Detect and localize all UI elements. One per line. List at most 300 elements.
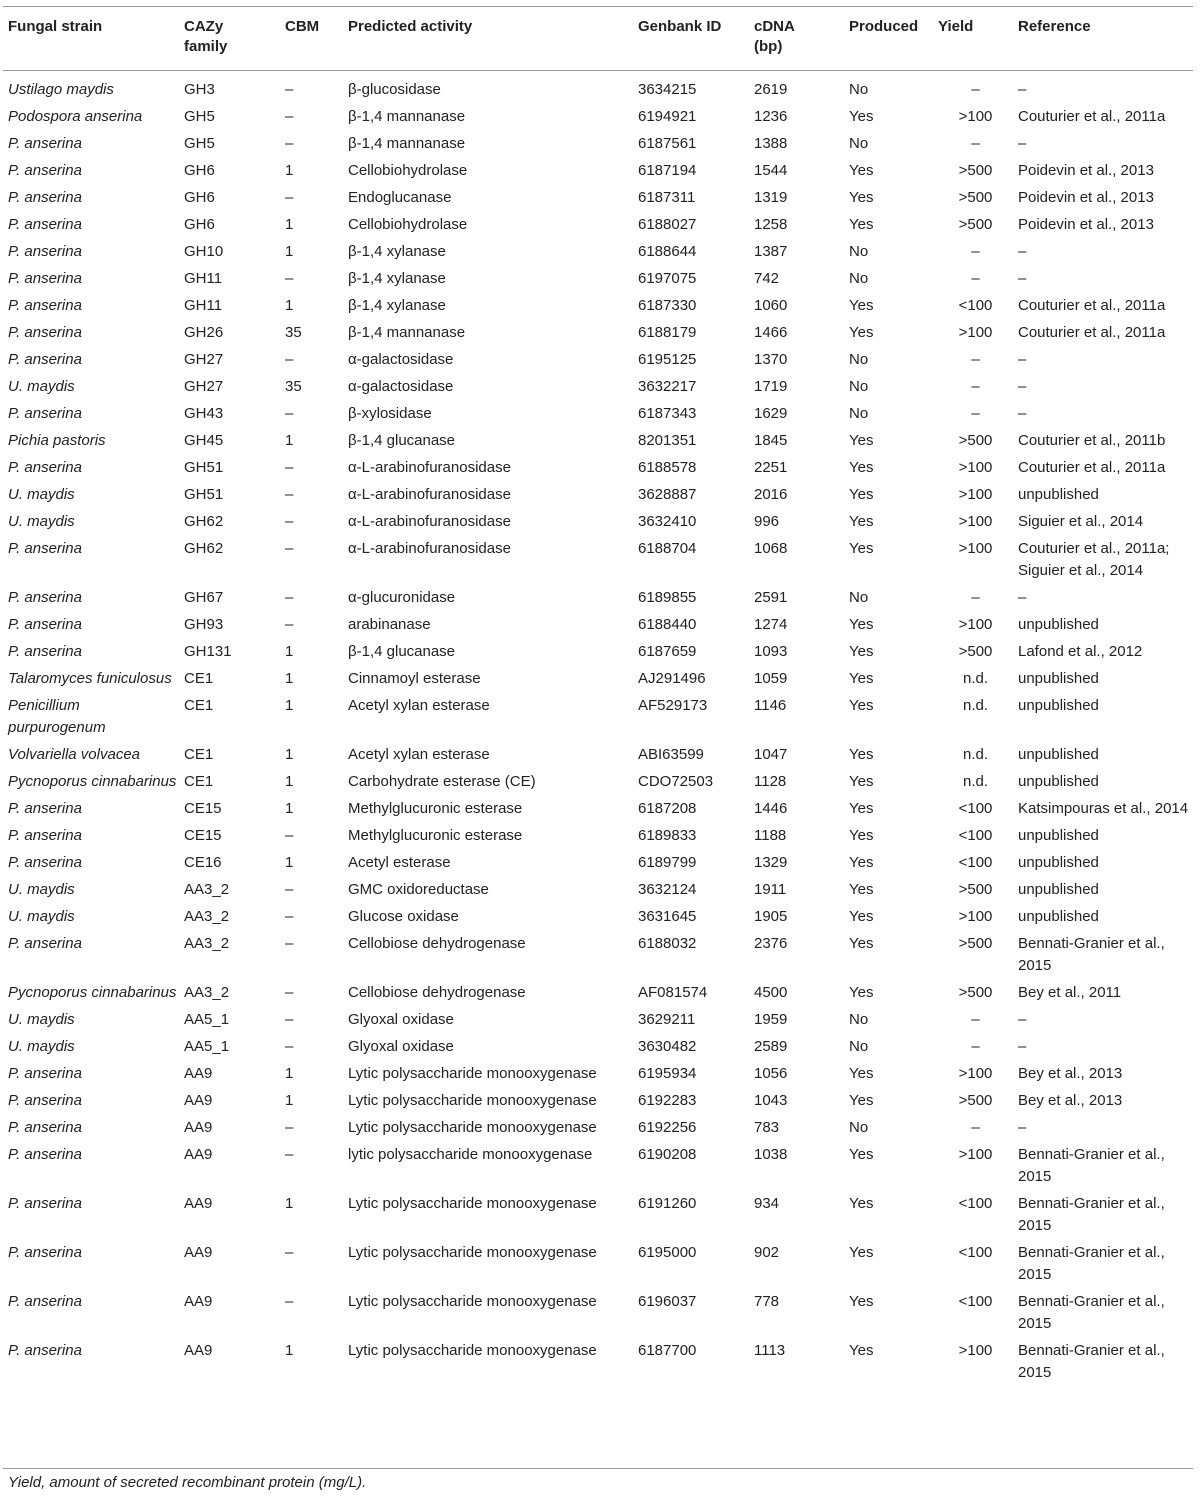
- cell-family: CE15: [184, 827, 222, 844]
- cell-genbank: 6187311: [638, 189, 696, 206]
- table-row: [3, 133, 1193, 160]
- cell-produced: No: [849, 351, 869, 368]
- cell-cdna: 778: [754, 1293, 780, 1310]
- cell-genbank: CDO72503: [638, 773, 714, 790]
- cell-activity: β-glucosidase: [348, 81, 441, 98]
- table-row: [3, 825, 1193, 852]
- cell-reference: unpublished: [1018, 697, 1099, 714]
- cell-strain: P. anserina: [8, 216, 82, 233]
- cell-family: GH5: [184, 108, 215, 125]
- cell-activity: Cellobiohydrolase: [348, 216, 468, 233]
- cell-activity: Cinnamoyl esterase: [348, 670, 481, 687]
- cell-reference: Bennati-Granier et al., 2015: [1018, 1293, 1165, 1332]
- cell-family: GH26: [184, 324, 224, 341]
- table-row: [3, 1242, 1193, 1291]
- cell-genbank: 6194921: [638, 108, 697, 125]
- cell-cdna: 934: [754, 1195, 780, 1212]
- cell-produced: No: [849, 135, 869, 152]
- cell-produced: Yes: [849, 935, 874, 952]
- cell-family: AA3_2: [184, 881, 230, 898]
- cell-produced: Yes: [849, 984, 874, 1001]
- cell-produced: Yes: [849, 297, 874, 314]
- cell-cbm: 1: [285, 162, 294, 179]
- cell-genbank: 6190208: [638, 1146, 697, 1163]
- table-row: [3, 1340, 1193, 1389]
- cell-activity: β-xylosidase: [348, 405, 432, 422]
- cell-genbank: 6188440: [638, 616, 697, 633]
- cell-genbank: 6189799: [638, 854, 697, 871]
- cell-genbank: 6192256: [638, 1119, 697, 1136]
- cell-genbank: 6187561: [638, 135, 697, 152]
- cell-family: GH6: [184, 216, 215, 233]
- cell-yield: –: [971, 405, 980, 422]
- cell-cdna: 1446: [754, 800, 788, 817]
- cell-cbm: –: [285, 1146, 294, 1163]
- cell-reference: –: [1018, 81, 1027, 98]
- cell-yield: –: [971, 589, 980, 606]
- cell-family: CE16: [184, 854, 222, 871]
- cell-strain: Pycnoporus cinnabarinus: [8, 773, 177, 790]
- cell-genbank: 3628887: [638, 486, 697, 503]
- cell-genbank: 6195934: [638, 1065, 697, 1082]
- cell-family: GH11: [184, 297, 223, 314]
- cell-activity: Lytic polysaccharide monooxygenase: [348, 1119, 597, 1136]
- cell-reference: Lafond et al., 2012: [1018, 643, 1143, 660]
- cell-cdna: 1388: [754, 135, 788, 152]
- cell-cbm: –: [285, 270, 294, 287]
- table-row: [3, 1144, 1193, 1193]
- cell-reference: unpublished: [1018, 827, 1099, 844]
- enzyme-table: [3, 7, 1193, 1389]
- cell-activity: Cellobiohydrolase: [348, 162, 468, 179]
- cell-activity: α-L-arabinofuranosidase: [348, 540, 511, 557]
- cell-reference: Poidevin et al., 2013: [1018, 216, 1154, 233]
- cell-genbank: 6191260: [638, 1195, 697, 1212]
- cell-strain: Ustilago maydis: [8, 81, 114, 98]
- cell-cdna: 1038: [754, 1146, 788, 1163]
- cell-yield: <100: [958, 1293, 993, 1310]
- cell-activity: Methylglucuronic esterase: [348, 827, 523, 844]
- cell-yield: >100: [958, 486, 993, 503]
- cell-produced: Yes: [849, 616, 874, 633]
- cell-yield: >500: [958, 432, 993, 449]
- table-row: [3, 187, 1193, 214]
- cell-family: AA9: [184, 1146, 213, 1163]
- cell-produced: Yes: [849, 773, 874, 790]
- col-header-cdna: cDNA (bp): [754, 18, 795, 55]
- cell-produced: Yes: [849, 162, 874, 179]
- cell-family: CE15: [184, 800, 222, 817]
- cell-cbm: –: [285, 351, 294, 368]
- col-header-yield: Yield: [938, 18, 974, 35]
- cell-produced: Yes: [849, 746, 874, 763]
- cell-reference: Bennati-Granier et al., 2015: [1018, 1244, 1165, 1283]
- cell-strain: P. anserina: [8, 1342, 82, 1359]
- cell-reference: Bennati-Granier et al., 2015: [1018, 1146, 1165, 1185]
- cell-family: AA9: [184, 1244, 213, 1261]
- cell-reference: –: [1018, 1119, 1027, 1136]
- cell-yield: <100: [958, 854, 993, 871]
- cell-activity: β-1,4 xylanase: [348, 270, 446, 287]
- cell-reference: Katsimpouras et al., 2014: [1018, 800, 1189, 817]
- cell-produced: No: [849, 243, 869, 260]
- cell-strain: P. anserina: [8, 1119, 82, 1136]
- cell-strain: Penicillium purpurogenum: [8, 697, 106, 736]
- cell-yield: >500: [958, 643, 993, 660]
- cell-cbm: –: [285, 513, 294, 530]
- cell-produced: Yes: [849, 513, 874, 530]
- cell-activity: α-L-arabinofuranosidase: [348, 486, 511, 503]
- cell-family: GH6: [184, 162, 215, 179]
- col-header-activity: Predicted activity: [348, 18, 473, 35]
- cell-activity: Lytic polysaccharide monooxygenase: [348, 1065, 597, 1082]
- cell-activity: β-1,4 glucanase: [348, 643, 456, 660]
- cell-family: AA5_1: [184, 1011, 230, 1028]
- cell-activity: Carbohydrate esterase (CE): [348, 773, 536, 790]
- cell-genbank: 6188644: [638, 243, 697, 260]
- cell-produced: Yes: [849, 1146, 874, 1163]
- cell-activity: GMC oxidoreductase: [348, 881, 489, 898]
- cell-yield: –: [971, 135, 980, 152]
- cell-produced: Yes: [849, 854, 874, 871]
- table-row: [3, 295, 1193, 322]
- cell-produced: No: [849, 1011, 869, 1028]
- cell-reference: Siguier et al., 2014: [1018, 513, 1144, 530]
- cell-reference: unpublished: [1018, 486, 1099, 503]
- cell-cbm: –: [285, 827, 294, 844]
- cell-reference: Bey et al., 2013: [1018, 1092, 1123, 1109]
- cell-strain: P. anserina: [8, 405, 82, 422]
- cell-activity: Cellobiose dehydrogenase: [348, 984, 526, 1001]
- cell-produced: Yes: [849, 800, 874, 817]
- table-row: [3, 906, 1193, 933]
- cell-produced: Yes: [849, 1244, 874, 1261]
- cell-reference: –: [1018, 243, 1027, 260]
- cell-cdna: 1146: [754, 697, 787, 714]
- col-header-cbm: CBM: [285, 18, 320, 35]
- cell-reference: –: [1018, 405, 1027, 422]
- cell-yield: n.d.: [962, 773, 989, 790]
- cell-activity: Lytic polysaccharide monooxygenase: [348, 1293, 597, 1310]
- cell-cdna: 1905: [754, 908, 788, 925]
- cell-yield: –: [971, 1038, 980, 1055]
- cell-cbm: 1: [285, 697, 294, 714]
- cell-family: GH62: [184, 513, 224, 530]
- col-header-family: CAZy family: [184, 18, 228, 55]
- cell-reference: Couturier et al., 2011b: [1018, 432, 1166, 449]
- cell-yield: –: [971, 1119, 980, 1136]
- cell-cdna: 1128: [754, 773, 787, 790]
- cell-yield: >100: [958, 1146, 993, 1163]
- cell-strain: P. anserina: [8, 243, 82, 260]
- cell-cbm: –: [285, 1244, 294, 1261]
- cell-family: AA3_2: [184, 984, 230, 1001]
- table-row: [3, 668, 1193, 695]
- cell-cdna: 1370: [754, 351, 788, 368]
- cell-family: GH67: [184, 589, 224, 606]
- cell-genbank: 6195125: [638, 351, 697, 368]
- cell-strain: Podospora anserina: [8, 108, 143, 125]
- cell-strain: P. anserina: [8, 351, 82, 368]
- table-row: [3, 1090, 1193, 1117]
- cell-yield: >500: [958, 984, 993, 1001]
- cell-strain: P. anserina: [8, 540, 82, 557]
- cell-strain: Volvariella volvacea: [8, 746, 141, 763]
- cell-produced: Yes: [849, 881, 874, 898]
- cell-yield: >500: [958, 216, 993, 233]
- cell-cdna: 1959: [754, 1011, 788, 1028]
- table-bottom-rule: [3, 1468, 1193, 1469]
- cell-cbm: –: [285, 459, 294, 476]
- cell-cdna: 2591: [754, 589, 788, 606]
- cell-strain: U. maydis: [8, 513, 75, 530]
- cell-cbm: 1: [285, 1342, 294, 1359]
- cell-activity: α-galactosidase: [348, 378, 454, 395]
- cell-genbank: 3634215: [638, 81, 697, 98]
- cell-family: AA9: [184, 1342, 213, 1359]
- table-row: [3, 641, 1193, 668]
- cell-cbm: 1: [285, 297, 294, 314]
- cell-yield: >100: [958, 1065, 993, 1082]
- cell-yield: >100: [958, 616, 993, 633]
- cell-yield: >100: [958, 324, 993, 341]
- cell-genbank: 6189855: [638, 589, 697, 606]
- cell-cbm: –: [285, 405, 294, 422]
- cell-family: AA9: [184, 1195, 213, 1212]
- cell-strain: Talaromyces funiculosus: [8, 670, 172, 687]
- table-row: [3, 982, 1193, 1009]
- cell-yield: <100: [958, 1195, 993, 1212]
- cell-genbank: 6188578: [638, 459, 697, 476]
- cell-reference: Bennati-Granier et al., 2015: [1018, 935, 1165, 974]
- cell-genbank: 6187659: [638, 643, 697, 660]
- cell-strain: P. anserina: [8, 324, 82, 341]
- cell-strain: P. anserina: [8, 643, 82, 660]
- cell-cdna: 1719: [754, 378, 788, 395]
- cell-yield: –: [971, 243, 980, 260]
- cell-cbm: 1: [285, 800, 294, 817]
- table-row: [3, 268, 1193, 295]
- table-row: [3, 106, 1193, 133]
- cell-activity: β-1,4 xylanase: [348, 297, 446, 314]
- cell-strain: P. anserina: [8, 135, 82, 152]
- cell-yield: >500: [958, 881, 993, 898]
- cell-family: CE1: [184, 773, 214, 790]
- cell-activity: Lytic polysaccharide monooxygenase: [348, 1195, 597, 1212]
- cell-genbank: 6187194: [638, 162, 697, 179]
- cell-reference: Couturier et al., 2011a: [1018, 297, 1166, 314]
- cell-strain: U. maydis: [8, 1011, 75, 1028]
- cell-family: GH43: [184, 405, 224, 422]
- cell-strain: P. anserina: [8, 189, 82, 206]
- cell-reference: –: [1018, 589, 1027, 606]
- cell-activity: Methylglucuronic esterase: [348, 800, 523, 817]
- cell-genbank: 6192283: [638, 1092, 697, 1109]
- cell-reference: Couturier et al., 2011a: [1018, 459, 1166, 476]
- table-row: [3, 322, 1193, 349]
- cell-cdna: 1466: [754, 324, 788, 341]
- cell-cdna: 2016: [754, 486, 788, 503]
- cell-genbank: 3632124: [638, 881, 697, 898]
- cell-family: GH93: [184, 616, 224, 633]
- cell-genbank: 6197075: [638, 270, 697, 287]
- col-header-genbank: Genbank ID: [638, 18, 722, 35]
- cell-yield: –: [971, 1011, 980, 1028]
- cell-yield: –: [971, 378, 980, 395]
- cell-yield: <100: [958, 800, 993, 817]
- cell-cbm: 1: [285, 1092, 294, 1109]
- cell-produced: Yes: [849, 1195, 874, 1212]
- cell-genbank: 6187208: [638, 800, 697, 817]
- cell-genbank: ABI63599: [638, 746, 704, 763]
- cell-produced: Yes: [849, 1293, 874, 1310]
- cell-cdna: 2251: [754, 459, 788, 476]
- cell-strain: U. maydis: [8, 908, 75, 925]
- cell-cdna: 1258: [754, 216, 788, 233]
- cell-activity: α-glucuronidase: [348, 589, 456, 606]
- cell-reference: unpublished: [1018, 881, 1099, 898]
- cell-produced: No: [849, 1038, 869, 1055]
- table-row: [3, 879, 1193, 906]
- table-row: [3, 457, 1193, 484]
- table-row: [3, 538, 1193, 587]
- cell-yield: >100: [958, 1342, 993, 1359]
- cell-yield: >100: [958, 540, 993, 557]
- cell-yield: –: [971, 81, 980, 98]
- cell-cbm: 1: [285, 670, 294, 687]
- cell-family: AA9: [184, 1092, 213, 1109]
- cell-produced: Yes: [849, 216, 874, 233]
- cell-family: AA5_1: [184, 1038, 230, 1055]
- cell-cbm: –: [285, 540, 294, 557]
- cell-produced: Yes: [849, 324, 874, 341]
- cell-cdna: 1113: [754, 1342, 786, 1359]
- cell-cdna: 1274: [754, 616, 788, 633]
- cell-cdna: 1236: [754, 108, 788, 125]
- cell-reference: Couturier et al., 2011a; Siguier et al., 2014: [1018, 540, 1170, 579]
- cell-produced: Yes: [849, 643, 874, 660]
- cell-strain: U. maydis: [8, 1038, 75, 1055]
- cell-reference: –: [1018, 1038, 1027, 1055]
- cell-cbm: –: [285, 486, 294, 503]
- table-row: [3, 376, 1193, 403]
- cell-family: AA9: [184, 1293, 213, 1310]
- cell-family: GH51: [184, 486, 224, 503]
- cell-yield: >100: [958, 908, 993, 925]
- cell-family: GH11: [184, 270, 223, 287]
- cell-cbm: 1: [285, 773, 294, 790]
- cell-reference: –: [1018, 135, 1027, 152]
- cell-cbm: –: [285, 1293, 294, 1310]
- cell-cbm: 1: [285, 1065, 294, 1082]
- cell-family: GH45: [184, 432, 224, 449]
- cell-genbank: 6187700: [638, 1342, 697, 1359]
- cell-produced: Yes: [849, 697, 874, 714]
- cell-family: GH51: [184, 459, 224, 476]
- cell-family: GH10: [184, 243, 224, 260]
- cell-produced: No: [849, 378, 869, 395]
- cell-cbm: –: [285, 935, 294, 952]
- cell-genbank: 6196037: [638, 1293, 697, 1310]
- table-row: [3, 430, 1193, 457]
- cell-reference: unpublished: [1018, 773, 1099, 790]
- cell-cdna: 1188: [754, 827, 787, 844]
- cell-cdna: 1068: [754, 540, 788, 557]
- cell-genbank: AF081574: [638, 984, 708, 1001]
- cell-family: GH3: [184, 81, 215, 98]
- table-footnote: Yield, amount of secreted recombinant protein (mg/L).: [8, 1474, 367, 1491]
- cell-cdna: 1093: [754, 643, 788, 660]
- cell-reference: unpublished: [1018, 908, 1099, 925]
- cell-yield: >500: [958, 189, 993, 206]
- cell-cdna: 2589: [754, 1038, 788, 1055]
- cell-family: GH62: [184, 540, 224, 557]
- cell-cdna: 783: [754, 1119, 780, 1136]
- table-row: [3, 160, 1193, 187]
- cell-cbm: 1: [285, 216, 294, 233]
- cell-strain: Pichia pastoris: [8, 432, 106, 449]
- cell-strain: P. anserina: [8, 270, 82, 287]
- cell-activity: Lytic polysaccharide monooxygenase: [348, 1092, 597, 1109]
- cell-cbm: –: [285, 984, 294, 1001]
- cell-genbank: 6188027: [638, 216, 697, 233]
- cell-family: CE1: [184, 670, 214, 687]
- table-row: [3, 241, 1193, 268]
- cell-reference: –: [1018, 1011, 1027, 1028]
- cell-strain: P. anserina: [8, 616, 82, 633]
- cell-cdna: 1387: [754, 243, 788, 260]
- table-row: [3, 798, 1193, 825]
- table-row: [3, 1291, 1193, 1340]
- cell-activity: Acetyl xylan esterase: [348, 697, 490, 714]
- cell-genbank: 6187343: [638, 405, 697, 422]
- cell-yield: n.d.: [962, 746, 989, 763]
- cell-cdna: 1911: [754, 881, 787, 898]
- cell-activity: Glyoxal oxidase: [348, 1011, 454, 1028]
- cell-yield: –: [971, 351, 980, 368]
- cell-cbm: 1: [285, 746, 294, 763]
- cell-reference: –: [1018, 351, 1027, 368]
- table-row: [3, 744, 1193, 771]
- cell-yield: <100: [958, 827, 993, 844]
- cell-yield: –: [971, 270, 980, 287]
- table-row: [3, 214, 1193, 241]
- table-row: [3, 614, 1193, 641]
- cell-yield: >500: [958, 1092, 993, 1109]
- cell-produced: Yes: [849, 540, 874, 557]
- table-row: [3, 587, 1193, 614]
- cell-activity: arabinanase: [348, 616, 431, 633]
- cell-strain: P. anserina: [8, 459, 82, 476]
- cell-family: AA3_2: [184, 935, 230, 952]
- cell-cbm: –: [285, 1038, 294, 1055]
- table-row: [3, 1193, 1193, 1242]
- cell-activity: Acetyl xylan esterase: [348, 746, 490, 763]
- cell-reference: –: [1018, 378, 1027, 395]
- cell-genbank: 6187330: [638, 297, 697, 314]
- cell-family: CE1: [184, 746, 214, 763]
- cell-activity: Lytic polysaccharide monooxygenase: [348, 1342, 597, 1359]
- cell-reference: Poidevin et al., 2013: [1018, 189, 1154, 206]
- table-row: [3, 511, 1193, 538]
- cell-yield: >100: [958, 513, 993, 530]
- cell-strain: U. maydis: [8, 486, 75, 503]
- cell-reference: unpublished: [1018, 854, 1099, 871]
- cell-cdna: 902: [754, 1244, 780, 1261]
- table-row: [3, 70, 1193, 106]
- cell-cdna: 1319: [754, 189, 788, 206]
- cell-activity: β-1,4 xylanase: [348, 243, 446, 260]
